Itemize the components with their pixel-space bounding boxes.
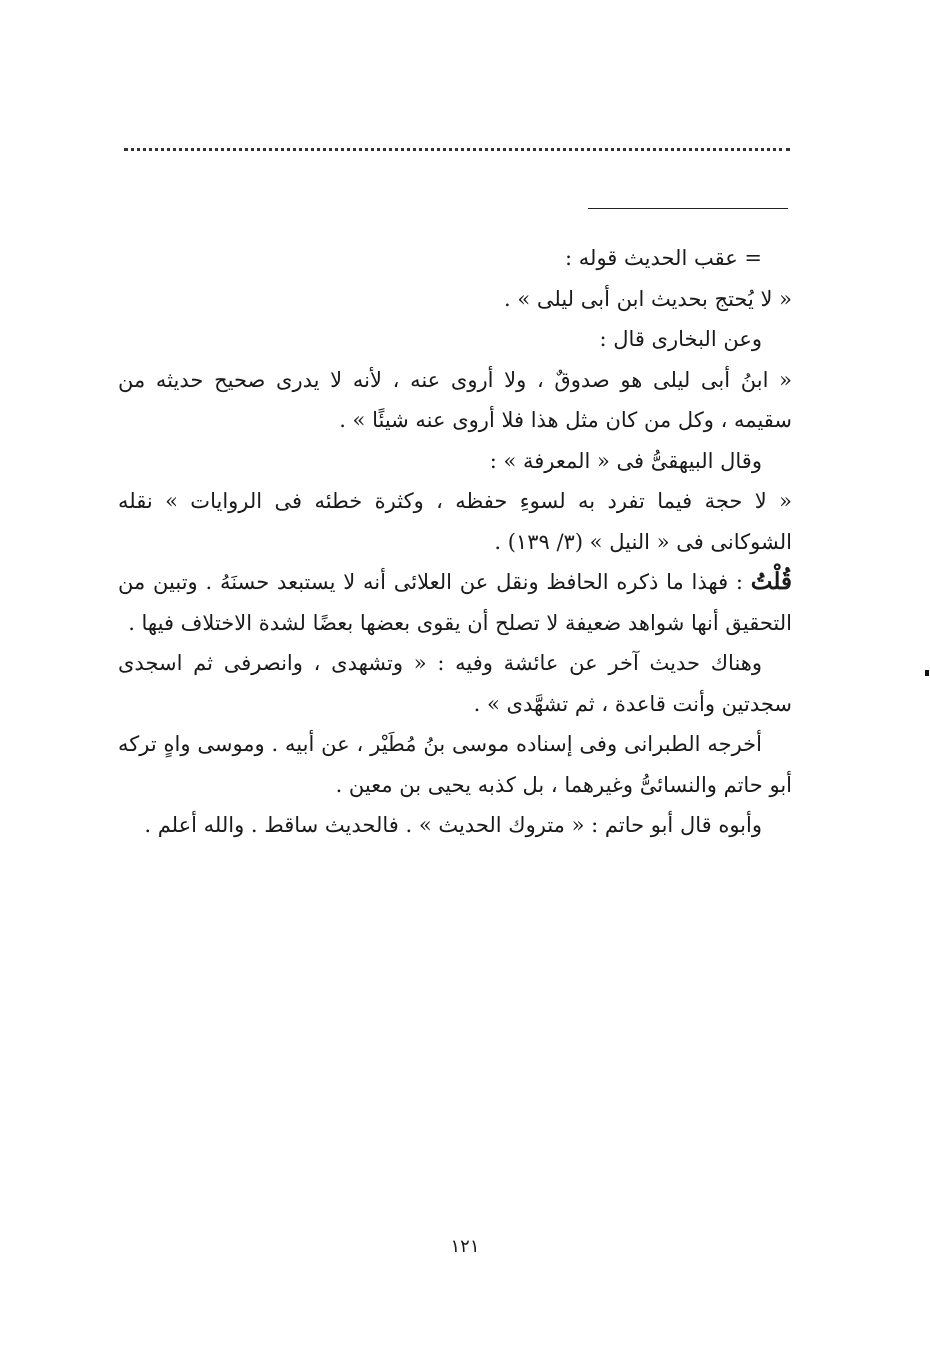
footnote-paragraph: وهناك حديث آخر عن عائشة وفيه : « وتشهدى ، وانصرفى ثم اسجدى سجدتين وأنت قاعدة ، ثم تشهَّدى » .: [118, 651, 792, 716]
footnote-paragraph: وقال البيهقىُّ فى « المعرفة » :: [489, 448, 762, 473]
paragraph-body: : فهذا ما ذكره الحافظ ونقل عن العلائى أنه لا يستبعد حسنَهُ . وتبين من التحقيق أنها شواهد ضعيفة لا تصلح أن يقوى بعضها بعضًا لشدة الاختلاف فيها .: [118, 570, 792, 635]
scan-speck: [925, 670, 929, 676]
footnote-paragraph: أخرجه الطبرانى وفى إسناده موسى بنُ مُطَيْر ، عن أبيه . وموسى واهٍ تركه أبو حاتم والنسائىُّ وغيرهما ، بل كذبه يحيى بن معين .: [118, 732, 792, 797]
footnote-paragraph: [118, 562, 792, 643]
footnote-paragraph: « ابنُ أبى ليلى هو صدوقٌ ، ولا أروى عنه ، لأنه لا يدرى صحيح حديثه من سقيمه ، وكل من كان مثل هذا فلا أروى عنه شيئًا » .: [118, 367, 792, 432]
lead-word-qultu: قُلْتُ: [750, 568, 792, 595]
footnote-text: [118, 238, 792, 846]
dotted-separator: [124, 148, 790, 151]
footnote-paragraph: « لا حجة فيما تفرد به لسوءِ حفظه ، وكثرة خطئه فى الروايات » نقله الشوكانى فى « النيل » (٣/ ١٣٩) .: [118, 489, 792, 554]
page-number: ١٢١: [450, 1236, 480, 1257]
footnote-separator: [588, 208, 788, 209]
footnote-paragraph: وأبوه قال أبو حاتم : « متروك الحديث » . فالحديث ساقط . والله أعلم .: [144, 813, 762, 837]
footnote-paragraph: = عقب الحديث قوله :: [565, 246, 762, 270]
footnote-paragraph: وعن البخارى قال :: [599, 327, 762, 351]
footnote-paragraph: « لا يُحتج بحديث ابن أبى ليلى » .: [504, 286, 792, 311]
